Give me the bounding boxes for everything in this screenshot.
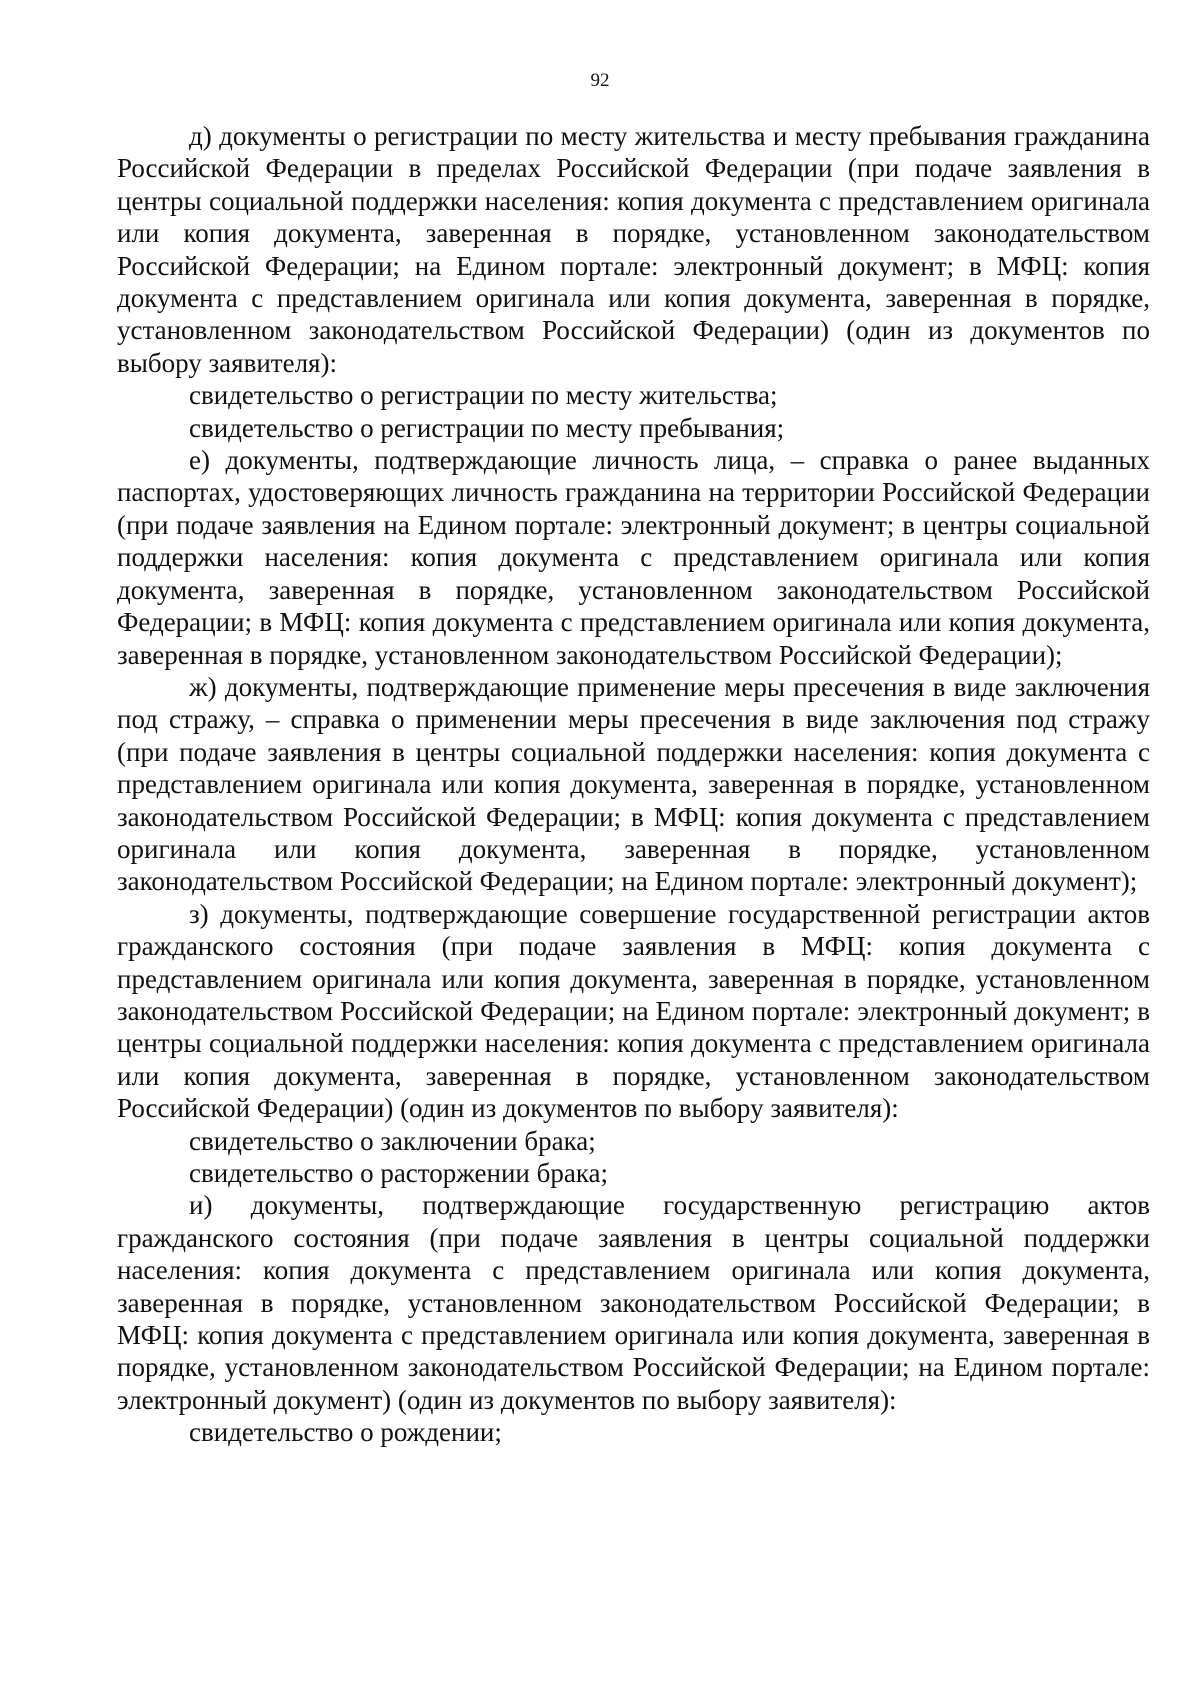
paragraph-i: и) документы, подтверждающие государственную регистрацию актов гражданского состояния (при подаче заявления в центры социальной поддержки населения: копия документа с представлением оригинала или копия документа, заверенная в порядке, установленном законодательством Российской Федерации; в МФЦ: копия документа с представлением оригинала или копия документа, заверенная в порядке, установленном законодательством Российской Федерации; на Едином портале: электронный документ) (один из документов по выбору заявителя): <box>117 1190 1150 1415</box>
list-item-marriage-certificate: свидетельство о заключении брака; <box>189 1125 596 1156</box>
paragraph-z: з) документы, подтверждающие совершение государственной регистрации актов гражданского состояния (при подаче заявления в МФЦ: копия документа с представлением оригинала или копия документа, заверенная в порядке, установленном законодательством Российской Федерации; на Едином портале: электронный документ; в центры социальной поддержки населения: копия документа с представлением оригинала или копия документа, заверенная в порядке, установленном законодательством Российской Федерации) (один из документов по выбору заявителя): <box>117 898 1150 1124</box>
paragraph-zh: ж) документы, подтверждающие применение меры пресечения в виде заключения под стражу, – справка о применении меры пресечения в виде заключения под стражу (при подаче заявления в центры социальной поддержки населения: копия документа с представлением оригинала или копия документа, заверенная в порядке, установленном законодательством Российской Федерации; в МФЦ: копия документа с представлением оригинала или копия документа, заверенная в порядке, установленном законодательством Российской Федерации; на Едином портале: электронный документ); <box>117 671 1150 897</box>
list-item-divorce-certificate: свидетельство о расторжении брака; <box>189 1158 609 1188</box>
list-item-stay-certificate: свидетельство о регистрации по месту пребывания; <box>189 412 785 443</box>
paragraph-e: е) документы, подтверждающие личность лица, – справка о ранее выданных паспортах, удостоверяющих личность гражданина на территории Российской Федерации (при подаче заявления на Едином портале: электронный документ; в центры социальной поддержки населения: копия документа с представлением оригинала или копия документа, заверенная в порядке, установленном законодательством Российской Федерации; в МФЦ: копия документа с представлением оригинала или копия документа, заверенная в порядке, установленном законодательством Российской Федерации); <box>117 445 1150 670</box>
document-body <box>117 120 1150 1449</box>
list-item-birth-certificate: свидетельство о рождении; <box>189 1417 502 1448</box>
page-number: 92 <box>590 70 610 91</box>
paragraph-d: д) документы о регистрации по месту жительства и месту пребывания гражданина Российской Федерации в пределах Российской Федерации (при подаче заявления в центры социальной поддержки населения: копия документа с представлением оригинала или копия документа, заверенная в порядке, установленном законодательством Российской Федерации; на Едином портале: электронный документ; в МФЦ: копия документа с представлением оригинала или копия документа, заверенная в порядке, установленном законодательством Российской Федерации) (один из документов по выбору заявителя): <box>117 121 1150 378</box>
list-item-residence-certificate: свидетельство о регистрации по месту жительства; <box>189 380 778 411</box>
